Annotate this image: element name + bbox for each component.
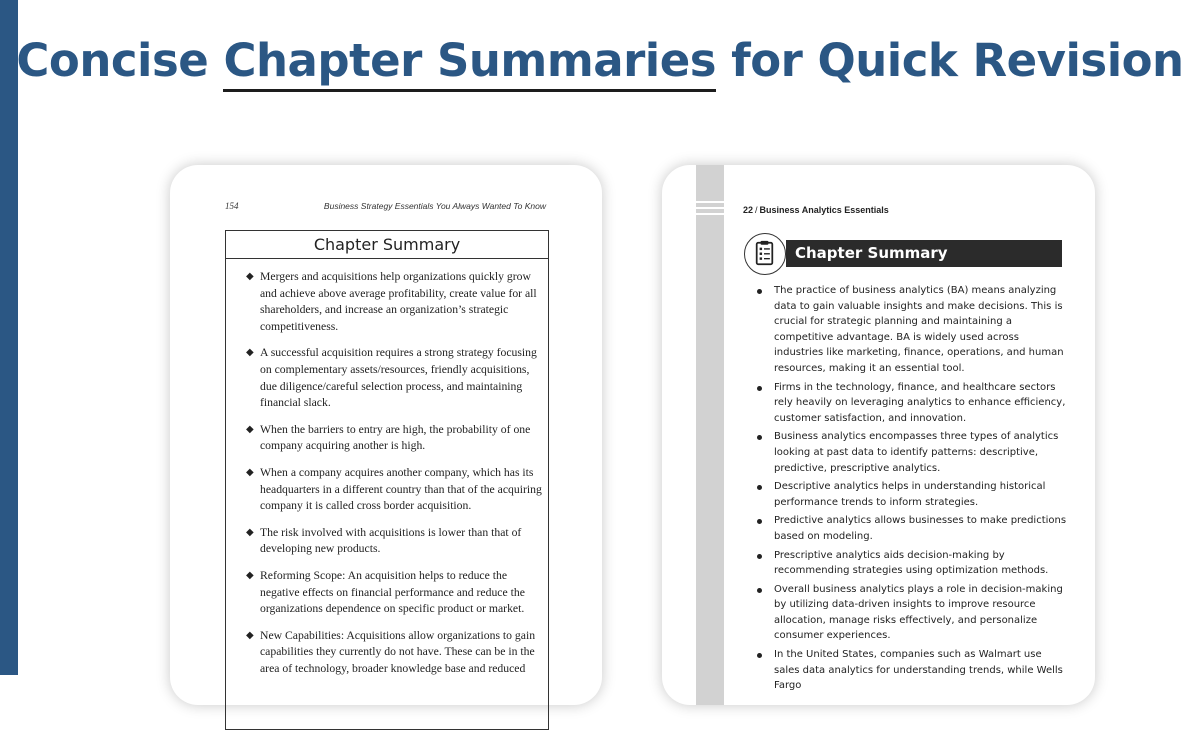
page-margin-stripe — [696, 165, 724, 705]
bullet-text: A successful acquisition requires a strong strategy focusing on complementary assets/resources, friendly acquisitions, due diligence/careful selection process, and maintaining financial slack. — [260, 346, 537, 410]
list-item — [246, 628, 542, 678]
summary-list — [757, 283, 1067, 697]
stripe-divider — [696, 201, 724, 203]
title-part-2: for Quick Revision — [716, 34, 1184, 87]
clipboard-checklist-icon — [744, 233, 786, 275]
bullet-text: Descriptive analytics helps in understanding historical performance trends to inform strategies. — [774, 481, 1046, 508]
summary-list — [226, 259, 548, 677]
list-item — [757, 380, 1067, 427]
running-head: Business Strategy Essentials You Always Wanted To Know — [323, 201, 546, 211]
bullet-text: Reforming Scope: An acquisition helps to reduce the negative effects on financial performance and reduce the organizations dependence on specific product or market. — [260, 568, 525, 616]
bullet-text: The risk involved with acquisitions is lower than that of developing new products. — [260, 525, 522, 556]
diamond-bullet-icon: ◆ — [246, 526, 254, 538]
bullet-dot-icon — [757, 289, 762, 294]
list-item — [757, 283, 1067, 377]
list-item — [246, 422, 542, 455]
bullet-dot-icon — [757, 435, 762, 440]
list-item — [757, 429, 1067, 476]
bullet-dot-icon — [757, 554, 762, 559]
title-underlined: Chapter Summaries — [223, 34, 716, 92]
bullet-text: When the barriers to entry are high, the probability of one company acquiring another is high. — [260, 422, 531, 453]
list-item — [246, 465, 542, 515]
list-item — [246, 345, 542, 411]
separator: / — [755, 205, 758, 215]
bullet-text: Firms in the technology, finance, and healthcare sectors rely heavily on leveraging analytics to enhance efficiency, customer satisfaction, and innovation. — [774, 381, 1066, 424]
bullet-text: Prescriptive analytics aids decision-making by recommending strategies using optimization methods. — [774, 549, 1049, 577]
list-item — [246, 269, 542, 335]
bullet-text: Mergers and acquisitions help organizations quickly grow and achieve above average profitability, create value for all shareholders, and increase an organization’s strategic competitiveness. — [260, 270, 537, 333]
bullet-dot-icon — [757, 485, 762, 490]
bullet-text: Overall business analytics plays a role in decision-making by utilizing data-driven insights to improve resource allocation, manage risks effectively, and personalize consumer experiences. — [774, 583, 1063, 642]
list-item — [246, 525, 542, 558]
stripe-divider — [696, 213, 724, 215]
diamond-bullet-icon: ◆ — [246, 466, 254, 478]
list-item — [757, 582, 1067, 644]
page-number: 22 — [743, 205, 754, 215]
left-accent-bar — [0, 0, 18, 675]
running-head — [743, 205, 889, 215]
list-item — [757, 479, 1067, 510]
page-number: 154 — [225, 201, 239, 211]
bullet-text: Predictive analytics allows businesses to make predictions based on modeling. — [774, 515, 1067, 542]
chapter-summary-title: Chapter Summary — [226, 231, 548, 259]
list-item — [757, 647, 1067, 694]
bullet-text: The practice of business analytics (BA) means analyzing data to gain valuable insights and make decisions. This is crucial for strategic planning and maintaining a competitive advantage. BA is widely used across industries like marketing, finance, operations, and human resources, making it an essential tool. — [774, 285, 1064, 374]
list-item — [246, 568, 542, 618]
list-item — [757, 513, 1067, 544]
slide-title — [0, 34, 1200, 92]
list-item — [757, 548, 1067, 579]
title-part-1: Concise — [16, 34, 224, 87]
bullet-dot-icon — [757, 588, 762, 593]
bullet-text: Business analytics encompasses three types of analytics looking at past data to identify patterns: descriptive, predictive, prescriptive analytics. — [774, 431, 1059, 474]
bullet-dot-icon — [757, 519, 762, 524]
diamond-bullet-icon: ◆ — [246, 271, 254, 282]
diamond-bullet-icon: ◆ — [246, 629, 254, 641]
bullet-text: New Capabilities: Acquisitions allow organizations to gain capabilities they currently do not have. These can be in the area of technology, broader knowledge base and reduced — [260, 628, 536, 675]
diamond-bullet-icon: ◆ — [246, 569, 254, 581]
chapter-summary-heading: Chapter Summary — [786, 240, 1062, 267]
chapter-summary-box — [225, 230, 549, 730]
stripe-divider — [696, 207, 724, 209]
book-title: Business Analytics Essentials — [759, 205, 889, 215]
diamond-bullet-icon: ◆ — [246, 423, 254, 435]
left-book-page — [170, 165, 602, 705]
diamond-bullet-icon: ◆ — [246, 347, 254, 359]
right-book-page — [662, 165, 1095, 705]
bullet-dot-icon — [757, 653, 762, 658]
bullet-text: When a company acquires another company, which has its headquarters in a different country than that of the acquiring company it is called cross border acquisition. — [260, 465, 542, 513]
bullet-text: In the United States, companies such as Walmart use sales data analytics for understanding trends, while Wells Fargo — [774, 649, 1063, 692]
bullet-dot-icon — [757, 386, 762, 391]
